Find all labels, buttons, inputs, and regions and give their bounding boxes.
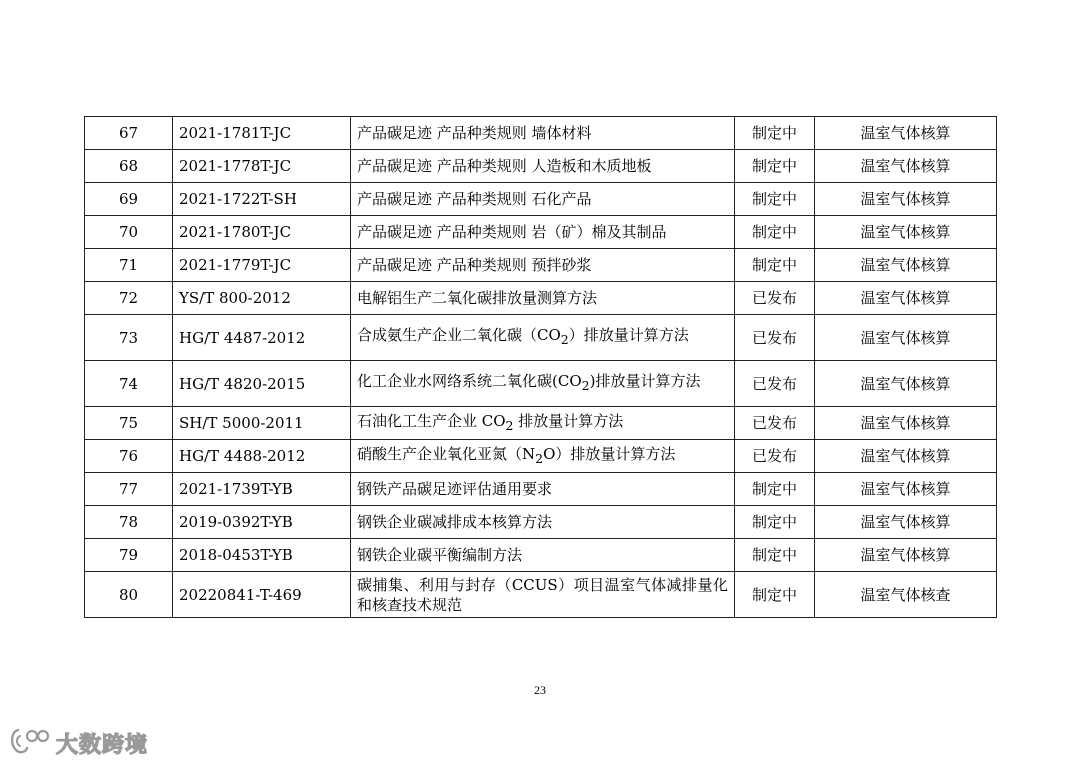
logo-mark-icon	[8, 726, 50, 760]
standard-name: 产品碳足迹 产品种类规则 预拌砂浆	[351, 249, 735, 282]
row-number: 69	[85, 183, 173, 216]
standard-code: 2021-1779T-JC	[173, 249, 351, 282]
standard-code: HG/T 4488-2012	[173, 440, 351, 473]
standard-name: 钢铁企业碳平衡编制方法	[351, 539, 735, 572]
standard-name: 产品碳足迹 产品种类规则 石化产品	[351, 183, 735, 216]
standard-code: 20220841-T-469	[173, 572, 351, 618]
status-cell: 已发布	[735, 440, 815, 473]
watermark-text: 大数跨境	[56, 732, 149, 758]
table-row	[85, 473, 997, 506]
category-cell: 温室气体核算	[815, 361, 997, 407]
table-row	[85, 117, 997, 150]
standard-name: 碳捕集、利用与封存（CCUS）项目温室气体减排量化和核查技术规范	[351, 572, 735, 618]
table-row	[85, 216, 997, 249]
category-cell: 温室气体核算	[815, 539, 997, 572]
category-cell: 温室气体核算	[815, 506, 997, 539]
standard-code: 2021-1739T-YB	[173, 473, 351, 506]
standard-name	[351, 315, 735, 361]
subscript: 2	[560, 332, 569, 347]
table-row	[85, 440, 997, 473]
standard-code: 2021-1781T-JC	[173, 117, 351, 150]
table-row	[85, 572, 997, 618]
row-number: 79	[85, 539, 173, 572]
standard-code: SH/T 5000-2011	[173, 407, 351, 440]
table-row	[85, 506, 997, 539]
standard-name: 电解铝生产二氧化碳排放量测算方法	[351, 282, 735, 315]
name-text: 排放量计算方法	[513, 411, 624, 430]
standard-name	[351, 407, 735, 440]
row-number: 73	[85, 315, 173, 361]
row-number: 70	[85, 216, 173, 249]
table-row	[85, 183, 997, 216]
standard-code: 2018-0453T-YB	[173, 539, 351, 572]
standard-name: 产品碳足迹 产品种类规则 人造板和木质地板	[351, 150, 735, 183]
status-cell: 制定中	[735, 473, 815, 506]
name-text: 合成氨生产企业二氧化碳（CO	[357, 326, 561, 344]
category-cell: 温室气体核算	[815, 407, 997, 440]
row-number: 78	[85, 506, 173, 539]
table-row	[85, 361, 997, 407]
subscript: 2	[581, 378, 590, 393]
watermark	[8, 726, 148, 760]
standard-name: 产品碳足迹 产品种类规则 墙体材料	[351, 117, 735, 150]
name-text: O）排放量计算方法	[543, 444, 676, 463]
category-cell: 温室气体核查	[815, 572, 997, 618]
category-cell: 温室气体核算	[815, 216, 997, 249]
status-cell: 制定中	[735, 572, 815, 618]
category-cell: 温室气体核算	[815, 315, 997, 361]
row-number: 72	[85, 282, 173, 315]
category-cell: 温室气体核算	[815, 249, 997, 282]
category-cell: 温室气体核算	[815, 440, 997, 473]
status-cell: 已发布	[735, 315, 815, 361]
row-number: 74	[85, 361, 173, 407]
row-number: 77	[85, 473, 173, 506]
status-cell: 已发布	[735, 361, 815, 407]
table-row	[85, 282, 997, 315]
table-row	[85, 150, 997, 183]
row-number: 80	[85, 572, 173, 618]
row-number: 68	[85, 150, 173, 183]
category-cell: 温室气体核算	[815, 282, 997, 315]
standard-code: 2021-1722T-SH	[173, 183, 351, 216]
row-number: 71	[85, 249, 173, 282]
standard-name: 钢铁产品碳足迹评估通用要求	[351, 473, 735, 506]
category-cell: 温室气体核算	[815, 473, 997, 506]
standard-code: 2021-1778T-JC	[173, 150, 351, 183]
category-cell: 温室气体核算	[815, 117, 997, 150]
page-number: 23	[534, 683, 546, 697]
table-row	[85, 315, 997, 361]
status-cell: 制定中	[735, 183, 815, 216]
table-row	[85, 539, 997, 572]
row-number: 76	[85, 440, 173, 473]
status-cell: 制定中	[735, 539, 815, 572]
standard-code: YS/T 800-2012	[173, 282, 351, 315]
status-cell: 制定中	[735, 117, 815, 150]
status-cell: 制定中	[735, 216, 815, 249]
status-cell: 制定中	[735, 506, 815, 539]
standard-code: 2021-1780T-JC	[173, 216, 351, 249]
category-cell: 温室气体核算	[815, 150, 997, 183]
name-text: 石油化工生产企业 CO	[357, 411, 506, 430]
standard-name	[351, 440, 735, 473]
status-cell: 已发布	[735, 407, 815, 440]
standard-code: HG/T 4820-2015	[173, 361, 351, 407]
standard-name: 钢铁企业碳减排成本核算方法	[351, 506, 735, 539]
name-text: 硝酸生产企业氧化亚氮（N	[357, 444, 536, 463]
status-cell: 已发布	[735, 282, 815, 315]
table-row	[85, 249, 997, 282]
name-text: )排放量计算方法	[589, 372, 701, 390]
category-cell: 温室气体核算	[815, 183, 997, 216]
subscript: 2	[535, 450, 544, 466]
status-cell: 制定中	[735, 150, 815, 183]
standard-code: HG/T 4487-2012	[173, 315, 351, 361]
subscript: 2	[505, 417, 514, 433]
standards-table	[84, 116, 997, 618]
standard-name: 产品碳足迹 产品种类规则 岩（矿）棉及其制品	[351, 216, 735, 249]
row-number: 75	[85, 407, 173, 440]
status-cell: 制定中	[735, 249, 815, 282]
row-number: 67	[85, 117, 173, 150]
name-text: 化工企业水网络系统二氧化碳(CO	[357, 372, 582, 390]
table-row	[85, 407, 997, 440]
standard-name	[351, 361, 735, 407]
name-text: ）排放量计算方法	[568, 326, 689, 344]
standard-code: 2019-0392T-YB	[173, 506, 351, 539]
